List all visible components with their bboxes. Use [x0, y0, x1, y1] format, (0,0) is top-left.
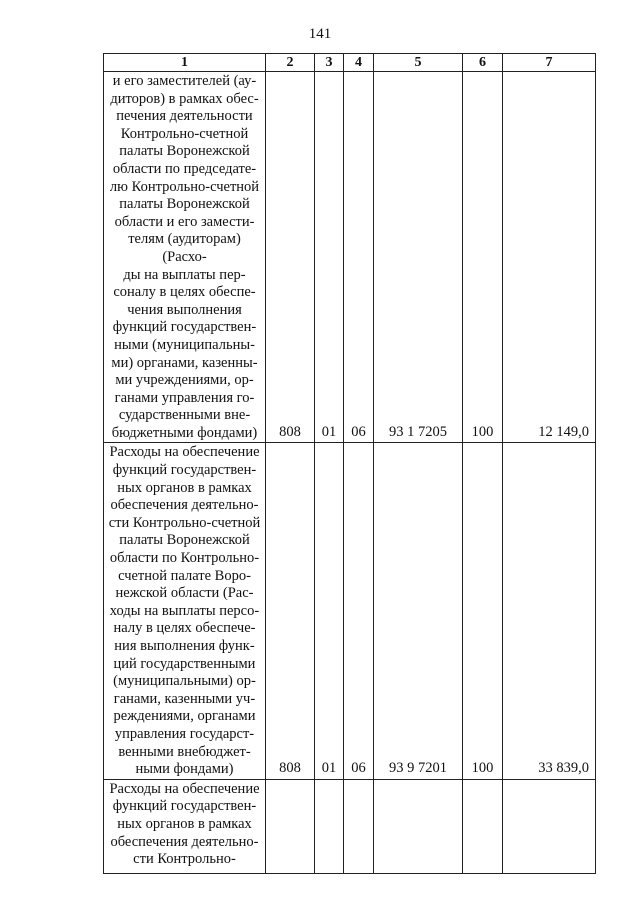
row-col-3 [315, 779, 344, 873]
header-col-2: 2 [266, 54, 315, 72]
row-col-6: 100 [463, 443, 503, 779]
page-number: 141 [308, 26, 332, 42]
row-col-7: 12 149,0 [503, 72, 596, 443]
header-col-4: 4 [344, 54, 374, 72]
row-description: и его заместителей (ау- диторов) в рамках обес- печения деятельности Контрольно-счетной палаты Воронежской области по председате- лю Контрольно-счетной палаты Воронежской области и его замести- телям (аудиторам) (Расхо- ды на выплаты пер- соналу в целях обеспе- чения выполнения функций государствен- ными (муниципальны- ми) органами, казенны- ми учреждениями, ор- ганами управления го- сударственными вне- бюджетными фондами) [104, 72, 266, 443]
row-col-2 [266, 779, 315, 873]
row-col-4: 06 [344, 72, 374, 443]
table-row [104, 779, 596, 873]
row-col-2: 808 [266, 443, 315, 779]
row-col-6 [463, 779, 503, 873]
row-description: Расходы на обеспечение функций государствен- ных органов в рамках обеспечения деятельно- сти Контрольно- [104, 779, 266, 873]
row-col-5: 93 9 7201 [374, 443, 463, 779]
row-description: Расходы на обеспечение функций государствен- ных органов в рамках обеспечения деятельно- сти Контрольно-счетной палаты Воронежской области по Контрольно- счетной палате Воро- нежской области (Рас- ходы на выплаты персо- налу в целях обеспече- ния выполнения функ- ций государственными (муниципальными) ор- ганами, казенными уч- реждениями, органами управления государст- венными внебюджет- ными фондами) [104, 443, 266, 779]
row-col-2: 808 [266, 72, 315, 443]
row-col-5: 93 1 7205 [374, 72, 463, 443]
table-row [104, 443, 596, 779]
row-col-6: 100 [463, 72, 503, 443]
header-col-3: 3 [315, 54, 344, 72]
header-col-7: 7 [503, 54, 596, 72]
row-col-4: 06 [344, 443, 374, 779]
row-col-7 [503, 779, 596, 873]
row-col-4 [344, 779, 374, 873]
header-row [104, 54, 596, 72]
budget-table [103, 53, 596, 874]
row-col-5 [374, 779, 463, 873]
row-col-3: 01 [315, 72, 344, 443]
table-row [104, 72, 596, 443]
row-col-7: 33 839,0 [503, 443, 596, 779]
row-col-3: 01 [315, 443, 344, 779]
header-col-1: 1 [104, 54, 266, 72]
header-col-6: 6 [463, 54, 503, 72]
header-col-5: 5 [374, 54, 463, 72]
